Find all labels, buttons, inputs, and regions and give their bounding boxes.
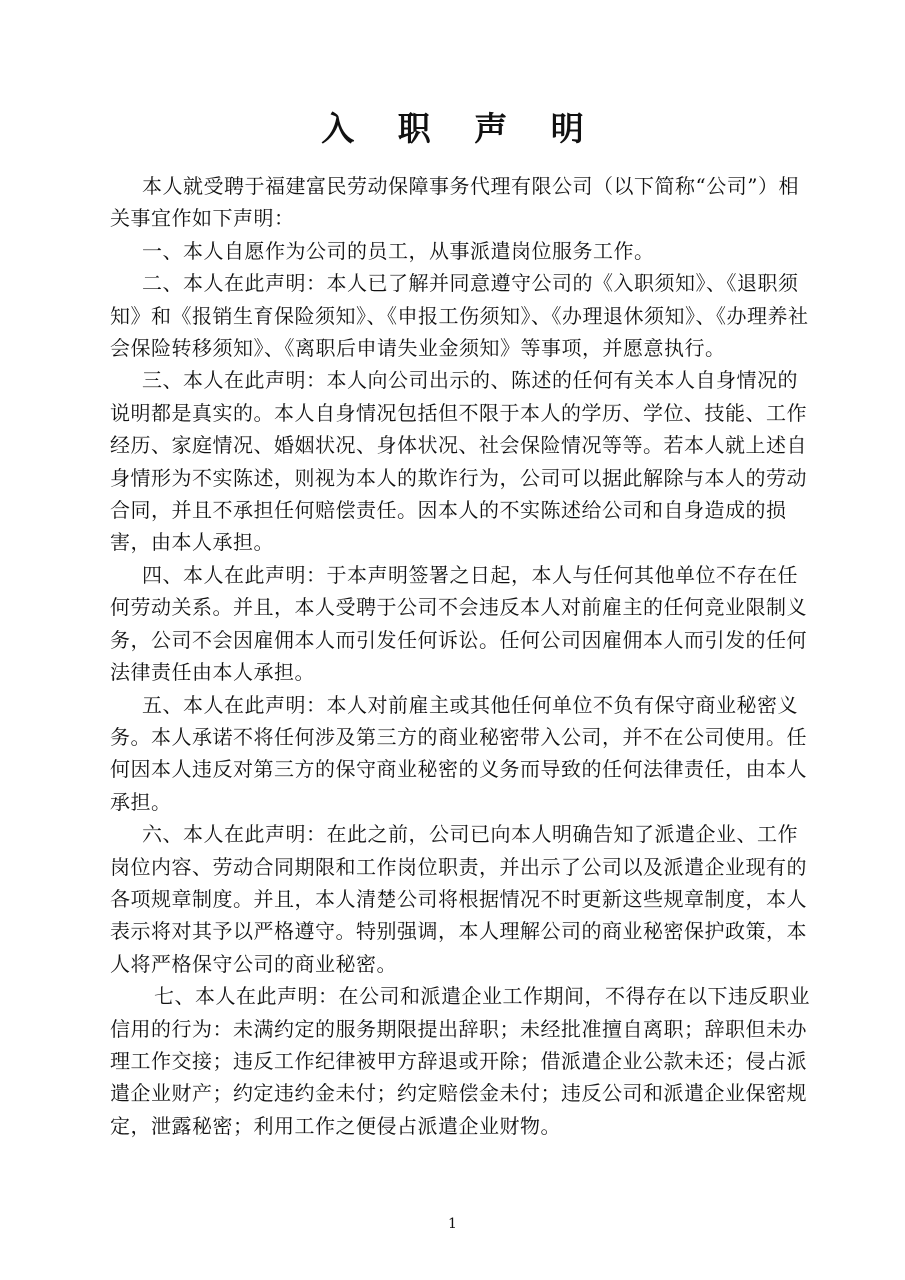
intro-paragraph: 本人就受聘于福建富民劳动保障事务代理有限公司（以下简称“公司”）相关事宜作如下声明： (110, 174, 799, 231)
document-title: 入 职 声 明 (321, 109, 600, 148)
document-body (110, 170, 810, 1142)
clause-1: 一、本人自愿作为公司的员工，从事派遣岗位服务工作。 (142, 238, 655, 263)
clause-3: 三、本人在此声明：本人向公司出示的、陈述的任何有关本人自身情况的说明都是真实的。本人自身情况包括但不限于本人的学历、学位、技能、工作经历、家庭情况、婚姻状况、身体状况、社会保险情况等等。若本人就上述自身情形为不实陈述，则视为本人的欺诈行为，公司可以据此解除与本人的劳动合同，并且不承担任何赔偿责任。因本人的不实陈述给公司和自身造成的损害，由本人承担。 (110, 368, 807, 555)
clause-2: 二、本人在此声明：本人已了解并同意遵守公司的《入职须知》、《退职须知》和《报销生育保险须知》、《申报工伤须知》、《办理退休须知》、《办理养社会保险转移须知》、《离职后申请失业金须知》等事项，并愿意执行。 (110, 271, 809, 361)
clause-5: 五、本人在此声明：本人对前雇主或其他任何单位不负有保守商业秘密义务。本人承诺不将任何涉及第三方的商业秘密带入公司，并不在公司使用。任何因本人违反对第三方的保守商业秘密的义务而导致的任何法律责任，由本人承担。 (110, 692, 807, 814)
clause-6: 六、本人在此声明：在此之前，公司已向本人明确告知了派遣企业、工作岗位内容、劳动合同期限和工作岗位职责，并出示了公司以及派遣企业现有的各项规章制度。并且，本人清楚公司将根据情况不时更新这些规章制度，本人表示将对其予以严格遵守。特别强调，本人理解公司的商业秘密保护政策，本人将严格保守公司的商业秘密。 (110, 822, 807, 976)
clause-4: 四、本人在此声明：于本声明签署之日起，本人与任何其他单位不存在任何劳动关系。并且，本人受聘于公司不会违反本人对前雇主的任何竞业限制义务，公司不会因雇佣本人而引发任何诉讼。任何公司因雇佣本人而引发的任何法律责任由本人承担。 (110, 562, 807, 685)
clause-7: 七、本人在此声明：在公司和派遣企业工作期间，不得存在以下违反职业信用的行为：未满约定的服务期限提出辞职；未经批准擅自离职；辞职但未办理工作交接；违反工作纪律被甲方辞退或开除；借派遣企业公款未还；侵占派遣企业财产；约定违约金未付；约定赔偿金未付；违反公司和派遣企业保密规定，泄露秘密；利用工作之便侵占派遣企业财物。 (110, 984, 810, 1138)
page-number: 1 (448, 1216, 457, 1232)
